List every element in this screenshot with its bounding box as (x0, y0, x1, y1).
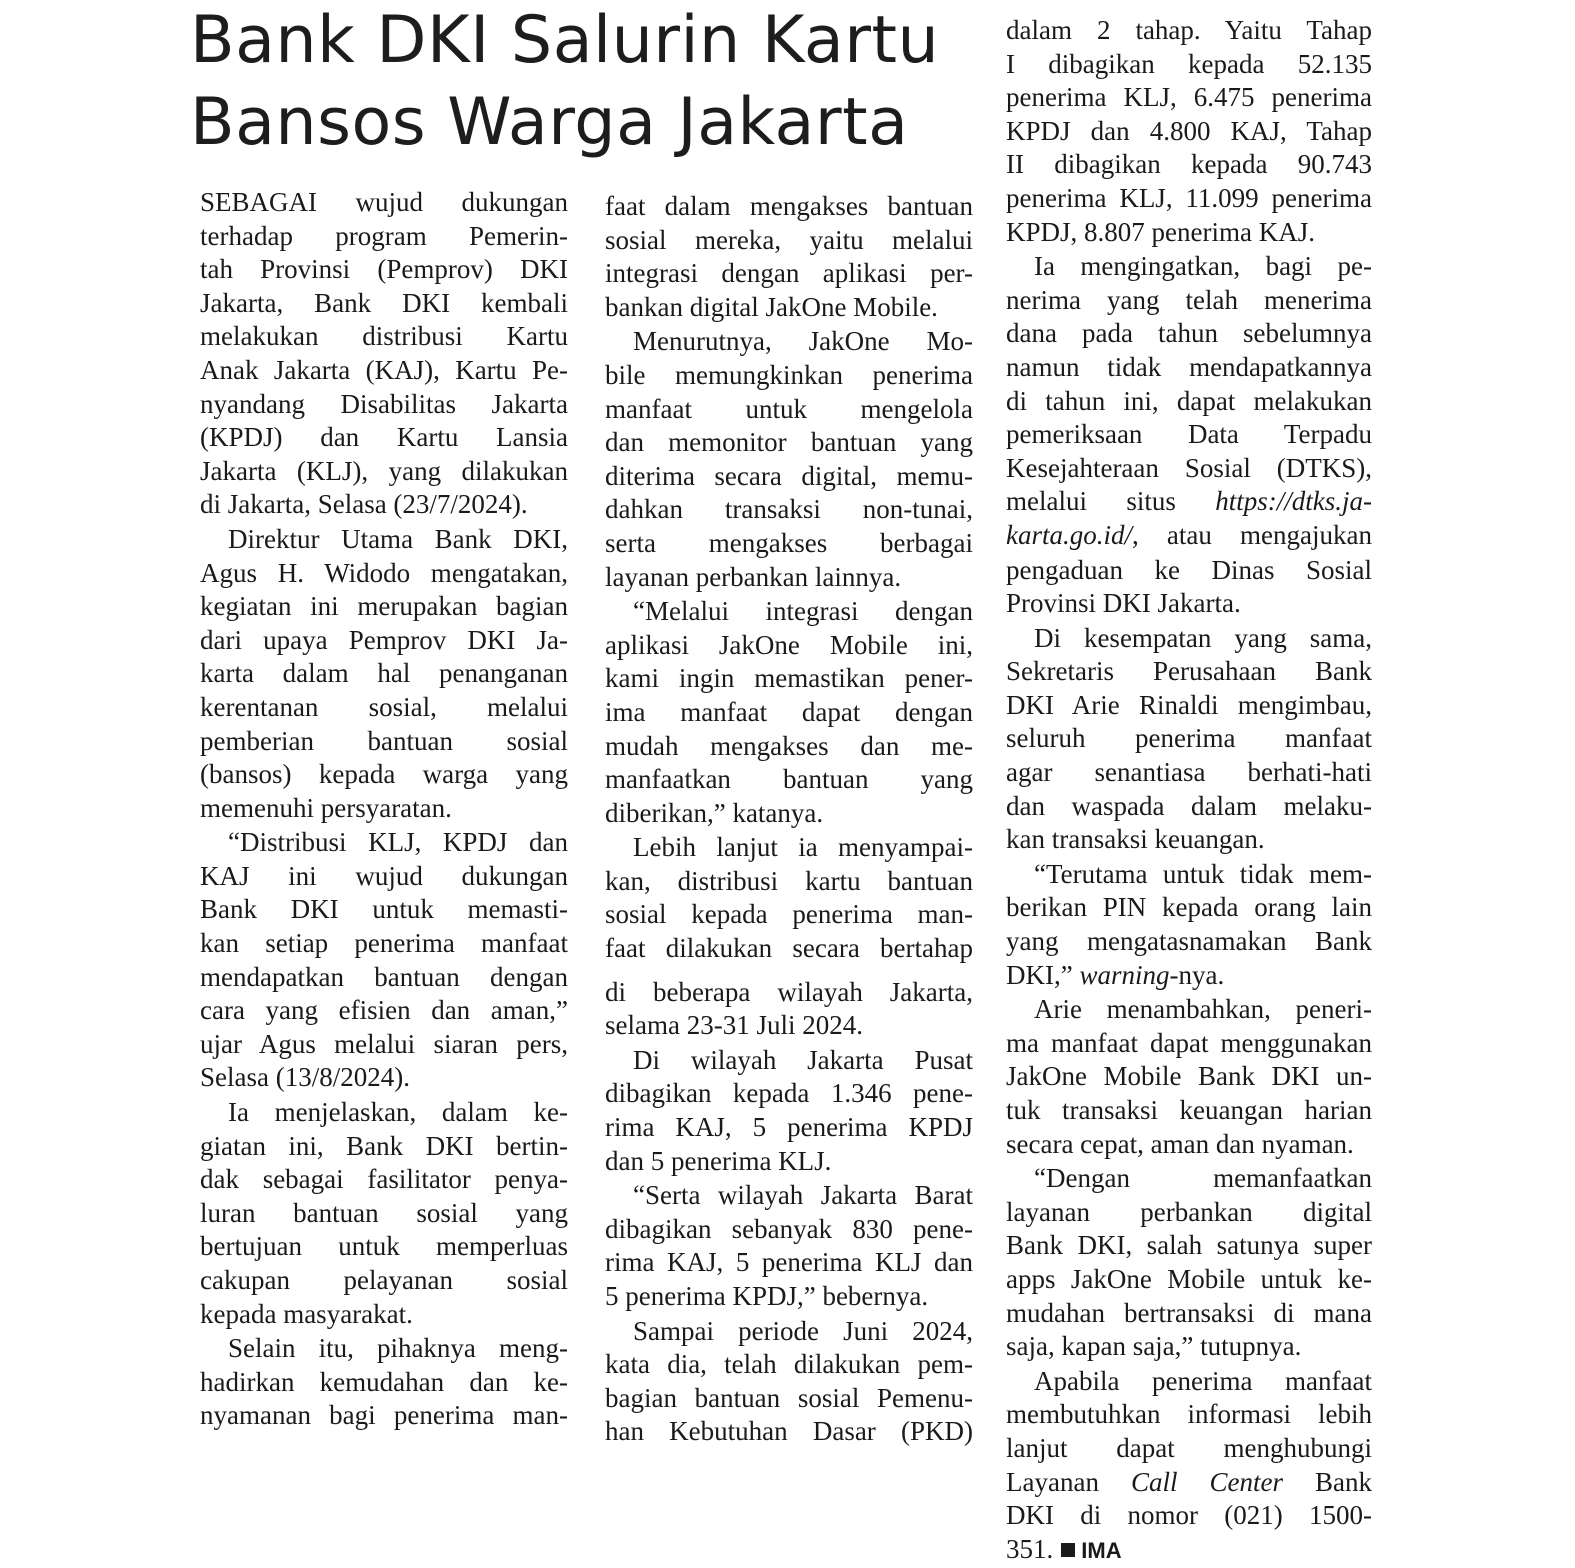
text-line: luran bantuan sosial yang (200, 1197, 568, 1228)
text-line: DKI di nomor (021) 1500- (1006, 1500, 1372, 1531)
text-line: tah Provinsi (Pemprov) DKI (200, 254, 568, 285)
text-line: manfaat untuk mengelola (605, 393, 973, 424)
text-line: diberikan,” katanya. (605, 797, 824, 828)
paragraph (605, 595, 973, 830)
text-line: layanan perbankan lainnya. (605, 561, 902, 592)
paragraph (1006, 622, 1372, 857)
author-byline: IMA (1081, 1537, 1122, 1563)
text-line: bagian bantuan sosial Pemenu- (605, 1382, 973, 1413)
text-line: selama 23-31 Juli 2024. (605, 1010, 863, 1041)
text-line: sosial mereka, yaitu melalui (605, 224, 973, 255)
text-line: melalui situs https://dtks.ja- (1006, 486, 1372, 517)
headline-line-2: Bansos Warga Jakarta (190, 85, 909, 160)
text-line: dari upaya Pemprov DKI Ja- (200, 624, 568, 655)
text-line: kami ingin memastikan pener- (605, 663, 973, 694)
text-line: Kesejahteraan Sosial (DTKS), (1006, 452, 1372, 483)
text-line: memenuhi persyaratan. (200, 792, 452, 823)
text-line: “Serta wilayah Jakarta Barat (633, 1180, 973, 1211)
text-line: sosial kepada penerima man- (605, 899, 973, 930)
headline-line-1: Bank DKI Salurin Kartu (190, 3, 940, 78)
text-line: faat dilakukan secara bertahap (605, 933, 973, 964)
paragraph (200, 826, 568, 1095)
paragraph (605, 831, 973, 965)
text-line: rima KAJ, 5 penerima KPDJ (605, 1112, 973, 1143)
text-line: secara cepat, aman dan nyaman. (1006, 1128, 1354, 1159)
text-line: di tahun ini, dapat melakukan (1006, 385, 1372, 416)
italic-phrase: Call Center (1130, 1466, 1283, 1497)
paragraph (605, 976, 973, 1043)
text-line: nerima yang telah menerima (1006, 284, 1372, 315)
text-line: “Terutama untuk tidak mem- (1034, 858, 1372, 889)
text-line: dan memonitor bantuan yang (605, 427, 973, 458)
paragraph (605, 190, 973, 324)
text-line: dak sebagai fasilitator penya- (200, 1164, 568, 1195)
text-line: dan waspada dalam melaku- (1006, 790, 1372, 821)
text-line: Sampai periode Juni 2024, (633, 1315, 973, 1346)
text-line: kerentanan sosial, melalui (200, 691, 568, 722)
text-line: hadirkan kemudahan dan ke- (200, 1366, 568, 1397)
paragraph (605, 1179, 973, 1313)
text-line: melakukan distribusi Kartu (200, 321, 568, 352)
paragraph (200, 523, 568, 825)
text-line: Bank DKI, salah satunya super (1006, 1230, 1372, 1261)
text-line: mudahan bertransaksi di mana (1006, 1297, 1372, 1328)
text-line: terhadap program Pemerin- (200, 220, 568, 251)
text-line: penerima KLJ, 11.099 penerima (1006, 182, 1372, 213)
text-line: ujar Agus melalui siaran pers, (200, 1028, 568, 1059)
text-line: dahkan transaksi non-tunai, (605, 494, 973, 525)
text-line: bertujuan untuk memperluas (200, 1231, 568, 1262)
text-line: Arie menambahkan, peneri- (1034, 994, 1372, 1025)
text-line: di Jakarta, Selasa (23/7/2024). (200, 489, 528, 520)
text-line: kan setiap penerima manfaat (200, 928, 568, 959)
text-line: KPDJ, 8.807 penerima KAJ. (1006, 216, 1315, 247)
paragraph (1006, 1162, 1372, 1364)
text-line: Jakarta, Bank DKI kembali (200, 287, 568, 318)
paragraph (1006, 993, 1372, 1161)
text-line: Lebih lanjut ia menyampai- (633, 832, 973, 863)
text-line: Jakarta (KLJ), yang dilakukan (200, 455, 568, 486)
text-line: SEBAGAI wujud dukungan (200, 187, 568, 217)
text-line: karta.go.id/, atau mengajukan (1006, 519, 1372, 550)
text-line: (KPDJ) dan Kartu Lansia (200, 422, 568, 453)
text-line: aplikasi JakOne Mobile ini, (605, 629, 973, 660)
text-line: serta mengakses berbagai (605, 527, 973, 558)
text-line: penerima KLJ, 6.475 penerima (1006, 82, 1372, 113)
text-line: dan 5 penerima KLJ. (605, 1145, 832, 1176)
text-line: Agus H. Widodo mengatakan, (200, 557, 568, 588)
paragraph (1006, 14, 1372, 249)
text-line: Selasa (13/8/2024). (200, 1062, 410, 1093)
text-line: berikan PIN kepada orang lain (1006, 892, 1372, 923)
text-line: Selain itu, pihaknya meng- (228, 1333, 568, 1364)
text-line: Layanan Call Center Bank (1006, 1466, 1372, 1497)
text-line: KPDJ dan 4.800 KAJ, Tahap (1006, 115, 1372, 146)
text-line: seluruh penerima manfaat (1006, 723, 1372, 754)
text-line: lanjut dapat menghubungi (1006, 1432, 1372, 1463)
text-line: han Kebutuhan Dasar (PKD) (605, 1416, 973, 1447)
text-line: dalam 2 tahap. Yaitu Tahap (1006, 15, 1372, 45)
text-line: dibagikan kepada 1.346 pene- (605, 1078, 973, 1109)
text-line: pemeriksaan Data Terpadu (1006, 419, 1372, 450)
text-line: karta dalam hal penanganan (200, 658, 568, 689)
text-line: agar senantiasa berhati-hati (1006, 757, 1372, 788)
dtks-url: https://dtks.ja- (1215, 486, 1372, 517)
text-line: “Melalui integrasi dengan (633, 596, 973, 627)
text-line: manfaatkan bantuan yang (605, 764, 973, 795)
text-line: 351. IMA (1006, 1533, 1122, 1564)
headline (190, 0, 980, 164)
text-line: membutuhkan informasi lebih (1006, 1399, 1372, 1430)
text-line: Anak Jakarta (KAJ), Kartu Pe- (200, 354, 568, 385)
text-line: kan transaksi keuangan. (1006, 824, 1265, 855)
text-line: cakupan pelayanan sosial (200, 1265, 568, 1295)
text-line: “Distribusi KLJ, KPDJ dan (228, 827, 568, 858)
article-column-2 (605, 190, 973, 1450)
text-line: “Dengan memanfaatkan (1034, 1163, 1372, 1194)
text-line: rima KAJ, 5 penerima KLJ dan (605, 1247, 973, 1278)
text-line: pengaduan ke Dinas Sosial (1006, 554, 1372, 585)
text-line: DKI Arie Rinaldi mengimbau, (1006, 689, 1372, 720)
text-line: apps JakOne Mobile untuk ke- (1006, 1263, 1372, 1294)
text-line: Bank DKI untuk memasti- (200, 894, 568, 925)
paragraph (1006, 485, 1372, 552)
text-line: tuk transaksi keuangan harian (1006, 1095, 1372, 1125)
paragraph (605, 1315, 973, 1449)
paragraph (200, 186, 568, 522)
text-line: cara yang efisien dan aman,” (200, 995, 568, 1026)
text-line: Provinsi DKI Jakarta. (1006, 588, 1241, 619)
text-line: DKI,” warning-nya. (1006, 959, 1225, 990)
text-line: diterima secara digital, memu- (605, 460, 973, 491)
text-line: saja, kapan saja,” tutupnya. (1006, 1331, 1302, 1362)
text-line: integrasi dengan aplikasi per- (605, 258, 973, 289)
text-line: (bansos) kepada warga yang (200, 759, 568, 790)
text-line: KAJ ini wujud dukungan (200, 860, 568, 891)
text-line: nyandang Disabilitas Jakarta (200, 388, 568, 419)
text-line: Ia menjelaskan, dalam ke- (228, 1097, 568, 1128)
italic-word: warning (1079, 959, 1170, 990)
text-line: Direktur Utama Bank DKI, (228, 523, 568, 554)
text-line: mudah mengakses dan me- (605, 730, 973, 761)
paragraph (200, 1332, 568, 1433)
text-line: kepada masyarakat. (200, 1298, 413, 1329)
text-line: pemberian bantuan sosial (200, 725, 568, 756)
text-line: namun tidak mendapatkannya (1006, 351, 1372, 382)
text-line: giatan ini, Bank DKI bertin- (200, 1130, 568, 1161)
paragraph (605, 325, 973, 594)
text-line: kata dia, telah dilakukan pem- (605, 1349, 973, 1380)
article-column-3 (1006, 14, 1372, 1568)
text-line: Di wilayah Jakarta Pusat (633, 1044, 973, 1075)
text-line: bile memungkinkan penerima (605, 359, 973, 390)
text-line: 5 penerima KPDJ,” bebernya. (605, 1281, 929, 1311)
text-line: dana pada tahun sebelumnya (1006, 318, 1372, 349)
paragraph (200, 1096, 568, 1331)
dtks-url-cont: karta.go.id/ (1006, 519, 1132, 550)
paragraph (1006, 250, 1372, 485)
end-mark-icon (1061, 1543, 1075, 1557)
text-line: Apabila penerima manfaat (1034, 1365, 1372, 1396)
article-column-1 (200, 186, 568, 1434)
text-line: nyamanan bagi penerima man- (200, 1400, 568, 1431)
text-line: bankan digital JakOne Mobile. (605, 291, 938, 322)
text-line: yang mengatasnamakan Bank (1006, 926, 1372, 957)
paragraph (1006, 858, 1372, 992)
text-line: Di kesempatan yang sama, (1034, 622, 1372, 653)
text-line: Ia mengingatkan, bagi pe- (1034, 251, 1372, 282)
text-line: I dibagikan kepada 52.135 (1006, 48, 1372, 79)
text-line: ima manfaat dapat dengan (605, 696, 973, 727)
text-line: mendapatkan bantuan dengan (200, 961, 568, 992)
text-line: kan, distribusi kartu bantuan (605, 865, 973, 896)
text-line: faat dalam mengakses bantuan (605, 191, 973, 221)
text-line: Sekretaris Perusahaan Bank (1006, 656, 1372, 687)
text-line: layanan perbankan digital (1006, 1196, 1372, 1227)
text-line: di beberapa wilayah Jakarta, (605, 976, 973, 1007)
text-line: II dibagikan kepada 90.743 (1006, 149, 1372, 180)
paragraph (605, 1044, 973, 1178)
text-line: Menurutnya, JakOne Mo- (633, 326, 973, 357)
paragraph (1006, 554, 1372, 621)
paragraph (1006, 1365, 1372, 1568)
text-line: kegiatan ini merupakan bagian (200, 591, 568, 622)
text-line: ma manfaat dapat menggunakan (1006, 1027, 1372, 1058)
text-line: dibagikan sebanyak 830 pene- (605, 1213, 973, 1244)
text-line: JakOne Mobile Bank DKI un- (1006, 1061, 1372, 1092)
